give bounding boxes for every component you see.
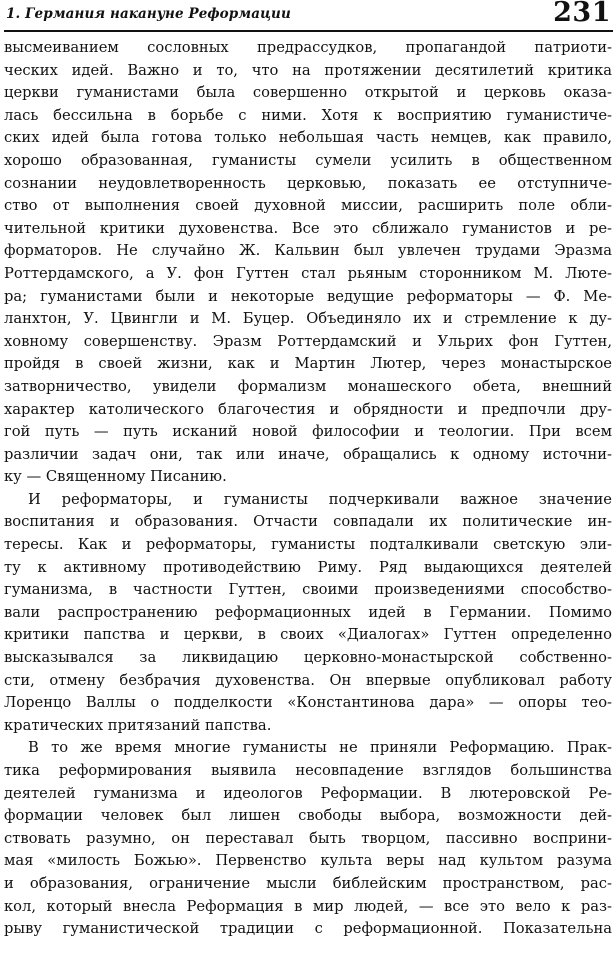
text-line: ту к активному противодействию Риму. Ряд выдающихся деятелей — [4, 558, 612, 576]
text-line: ку — Священному Писанию. — [4, 468, 227, 486]
text-line: ра; гуманистами были и некоторые ведущие реформаторы — Ф. Ме- — [4, 287, 612, 305]
text-line: рыву гуманистической традиции с реформационной. Показательна — [4, 920, 612, 938]
text-line: Лоренцо Валлы о подделкости «Константинова дара» — опоры тео- — [4, 694, 612, 712]
text-line: ческих идей. Важно и то, что на протяжении десятилетий критика — [4, 61, 612, 79]
text-line: сознании неудовлетворенность церковью, показать ее отступниче- — [4, 174, 612, 192]
text-line: Роттердамского, а У. фон Гуттен стал рьяным сторонником М. Люте- — [4, 264, 612, 282]
body-text — [4, 37, 612, 941]
text-line: высказывался за ликвидацию церковно-монастырской собственно- — [4, 649, 612, 667]
running-title: 1. Германия накануне Реформации — [6, 6, 291, 22]
text-line: гуманизма, в частности Гуттен, своими произведениями способство- — [4, 581, 612, 599]
text-line: хорошо образованная, гуманисты сумели усилить в общественном — [4, 151, 612, 169]
text-line: различии задач они, так или иначе, обращались к одному источни- — [4, 445, 612, 463]
text-line: характер католического благочестия и обрядности и предпочли дру- — [4, 400, 612, 418]
text-line: затворничество, увидели формализм монашеского обета, внешний — [4, 377, 612, 395]
text-line: критики папства и церкви, в своих «Диалогах» Гуттен определенно — [4, 626, 612, 644]
paragraph — [4, 737, 612, 940]
text-line: В то же время многие гуманисты не приняли Реформацию. Прак- — [28, 739, 612, 757]
text-line: гой путь — путь исканий новой философии и теологии. При всем — [4, 423, 612, 441]
text-line: тересы. Как и реформаторы, гуманисты подталкивали светскую эли- — [4, 536, 612, 554]
text-line: ствовать разумно, он переставал быть творцом, пассивно восприни- — [4, 829, 612, 847]
text-line: ских идей была готова только небольшая часть немцев, как правило, — [4, 129, 612, 147]
text-line: форматоров. Не случайно Ж. Кальвин был увлечен трудами Эразма — [4, 242, 612, 260]
text-line: тика реформирования выявила несовпадение взглядов большинства — [4, 762, 612, 779]
page-number: 231 — [553, 0, 611, 28]
text-line: ланхтон, У. Цвингли и М. Буцер. Объединяло их и стремление к ду- — [4, 310, 612, 328]
text-line: формации человек был лишен свободы выбора, возможности дей- — [4, 807, 612, 825]
text-line: ство от выполнения своей духовной миссии, расширить поле обли- — [4, 197, 612, 215]
paragraph — [4, 489, 612, 738]
text-line: сти, отмену безбрачия духовенства. Он впервые опубликовал работу — [4, 671, 612, 689]
text-line: лась бессильна в борьбе с ними. Хотя к восприятию гуманистиче- — [4, 106, 612, 124]
text-line: кол, который внесла Реформация в мир людей, — все это вело к раз- — [4, 897, 612, 915]
text-line: ховному совершенству. Эразм Роттердамский и Ульрих фон Гуттен, — [4, 332, 612, 350]
text-line: деятелей гуманизма и идеологов Реформации. В лютеровской Ре- — [4, 784, 612, 802]
paragraph — [4, 37, 612, 489]
text-line: чительной критики духовенства. Все это сближало гуманистов и ре- — [4, 219, 612, 237]
text-line: пройдя в своей жизни, как и Мартин Лютер, через монастырское — [4, 355, 612, 373]
text-line: мая «милость Божью». Первенство культа веры над культом разума — [4, 852, 612, 870]
text-line: вали распространению реформационных идей в Германии. Помимо — [4, 603, 612, 621]
text-line: высмеиванием сословных предрассудков, пропагандой патриоти- — [4, 39, 612, 56]
text-line: церкви гуманистами была совершенно открытой и церковь оказа- — [4, 84, 612, 102]
text-line: кратических притязаний папства. — [4, 716, 272, 734]
text-line: воспитания и образования. Отчасти совпадали их политические ин- — [4, 513, 612, 531]
text-line: и образования, ограничение мысли библейским пространством, рас- — [4, 874, 612, 892]
running-header — [4, 0, 613, 32]
text-line: И реформаторы, и гуманисты подчеркивали важное значение — [28, 490, 612, 508]
